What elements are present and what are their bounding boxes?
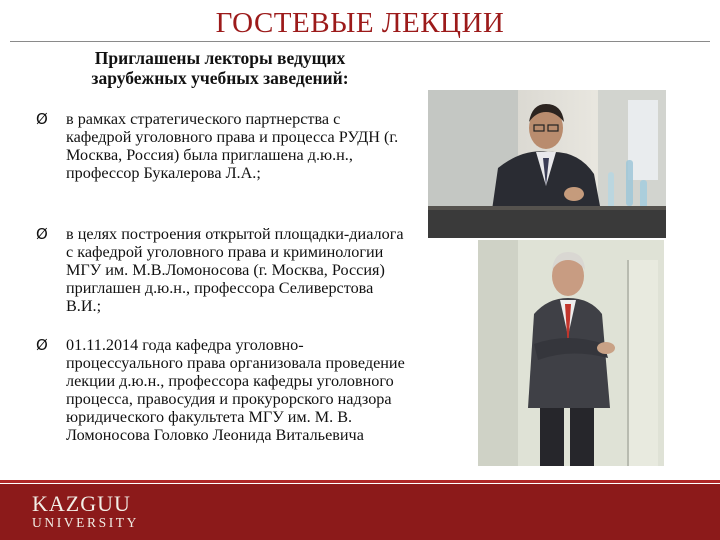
university-logo-title: KAZGUU: [32, 491, 131, 516]
arrow-bullet-icon: Ø: [36, 336, 48, 354]
slide-title: ГОСТЕВЫЕ ЛЕКЦИИ: [215, 7, 505, 39]
bullet-text: 01.11.2014 года кафедра уголовно-процессуального права организовала проведение лекции д.ю.н., профессора кафедры уголовного процесса, правосудия и прокурорского надзора юридического факультета МГУ им. М. В. Ломоносова Головко Леонида Витальевича: [66, 336, 405, 444]
footer-accent-line: [0, 480, 720, 483]
university-logo-subtitle: UNIVERSITY: [32, 515, 139, 530]
lecturer-photo-seated: [428, 90, 666, 238]
bullet-text: в целях построения открытой площадки-диалога с кафедрой уголовного права и криминологии МГУ им. М.В.Ломоносова (г. Москва, Россия) приглашен д.ю.н., профессора Селиверстова В.И.;: [66, 225, 404, 315]
arrow-bullet-icon: Ø: [36, 225, 48, 243]
slide-subtitle: Приглашены лекторы ведущих зарубежных учебных заведений:: [91, 48, 349, 88]
arrow-bullet-icon: Ø: [36, 110, 48, 128]
bullet-text: в рамках стратегического партнерства с кафедрой уголовного права и процесса РУДН (г. Москва, Россия) была приглашена д.ю.н., профессор Букалерова Л.А.;: [66, 110, 399, 182]
title-divider: [10, 41, 710, 42]
lecturer-photo-standing: [478, 240, 664, 466]
